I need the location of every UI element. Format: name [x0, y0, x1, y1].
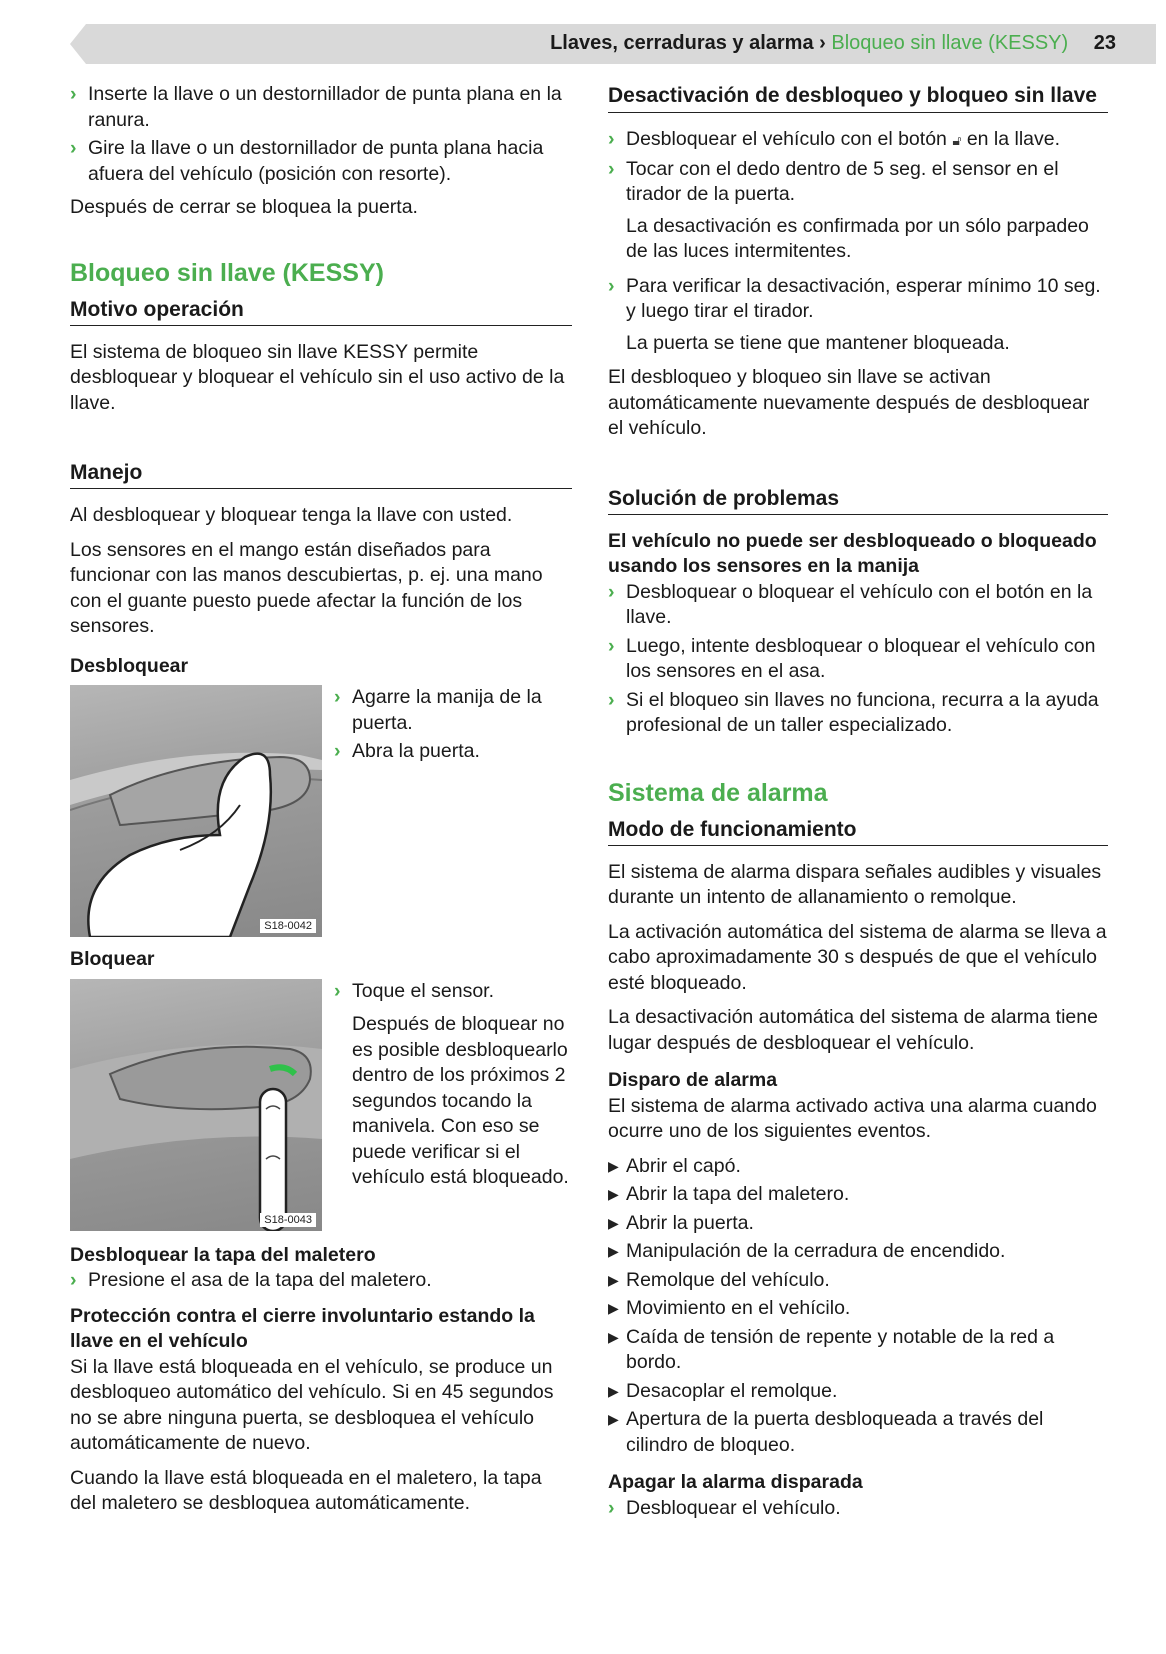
triangle-bullet-icon: ▶ — [608, 1382, 619, 1399]
deactivation-note-2: La puerta se tiene que mantener bloqueada. — [626, 331, 1010, 354]
modo-text-3: La desactivación automática del sistema de alarma tiene lugar después de desbloquear el vehículo. — [608, 1006, 1098, 1054]
heading-motivo: Motivo operación — [70, 298, 572, 326]
unlock-door-handle-illustration — [70, 685, 322, 937]
list-item: ▶ Caída de tensión de repente y notable de la red a bordo. — [608, 1325, 1055, 1373]
bullet-arrow-icon: › — [608, 580, 615, 603]
unlock-steps — [334, 685, 572, 937]
section-title-kessy: Bloqueo sin llave (KESSY) — [70, 258, 384, 287]
bullet-arrow-icon: › — [70, 83, 77, 105]
list-item: ▶ Abrir la tapa del maletero. — [608, 1182, 1108, 1208]
step-item: › Abra la puerta. — [334, 739, 572, 765]
alarm-events-list — [608, 1154, 1108, 1459]
step-item: › Gire la llave o un destornillador de punta plana hacia afuera del vehículo (posición con resorte). — [70, 137, 544, 185]
heading-protection: Protección contra el cierre involuntario estando la llave en el vehículo — [70, 1304, 535, 1352]
bullet-arrow-icon: › — [608, 128, 615, 150]
lock-door-handle-illustration — [70, 979, 322, 1231]
manejo-text-1: Al desbloquear y bloquear tenga la llave con usted. — [70, 504, 513, 526]
bullet-arrow-icon: › — [608, 1496, 615, 1519]
unlock-icon: 🔓︎ — [952, 132, 962, 148]
step-item: › Si el bloqueo sin llaves no funciona, recurra a la ayuda profesional de un taller especializado. — [608, 688, 1099, 736]
lock-note: Después de bloquear no es posible desbloquearlo dentro de los próximos 2 segundos tocando la manivela. Con eso se puede verificar si el vehículo está bloqueado. — [352, 1013, 569, 1188]
bullet-arrow-icon: › — [334, 740, 341, 762]
step-item: › Presione el asa de la tapa del maletero. — [70, 1268, 572, 1294]
triangle-bullet-icon: ▶ — [608, 1186, 619, 1202]
heading-modo: Modo de funcionamiento — [608, 818, 1108, 846]
triangle-bullet-icon: ▶ — [608, 1328, 619, 1345]
heading-bloquear: Bloquear — [70, 948, 155, 970]
heading-deactivation: Desactivación de desbloqueo y bloqueo sin llave — [608, 82, 1108, 113]
bullet-arrow-icon: › — [334, 979, 341, 1002]
hand-grip-icon — [70, 685, 322, 937]
protection-text-2: Cuando la llave está bloqueada en el maletero, la tapa del maletero se desbloquea automáticamente. — [70, 1466, 542, 1514]
step-item: › Luego, intente desbloquear o bloquear el vehículo con los sensores en el asa. — [608, 634, 1096, 682]
deactivation-note-1: La desactivación es confirmada por un sólo parpadeo de las luces intermitentes. — [626, 214, 1089, 262]
step-item: › Desbloquear el vehículo con el botón 🔓︎ en la llave. — [608, 127, 1108, 154]
list-item: ▶ Apertura de la puerta desbloqueada a través del cilindro de bloqueo. — [608, 1408, 1044, 1456]
triangle-bullet-icon: ▶ — [608, 1243, 619, 1259]
step-item: › Tocar con el dedo dentro de 5 seg. el sensor en el tirador de la puerta. — [608, 157, 1059, 205]
heading-desbloquear: Desbloquear — [70, 654, 189, 677]
bullet-arrow-icon: › — [608, 274, 615, 297]
figure-label: S18-0043 — [260, 1213, 316, 1227]
lock-steps — [334, 979, 572, 1231]
list-item: ▶ Desacoplar el remolque. — [608, 1379, 1108, 1405]
unlock-figure-block — [70, 685, 572, 937]
bullet-arrow-icon: › — [608, 634, 615, 657]
protection-text-1: Si la llave está bloqueada en el vehículo, se produce un desbloqueo automático del vehículo. Si en 45 segundos no se abre ninguna puerta, se desbloquea el vehículo automáticamente de nuevo. — [70, 1355, 554, 1454]
section-title-alarm: Sistema de alarma — [608, 778, 828, 807]
modo-text-1: El sistema de alarma dispara señales audibles y visuales durante un intento de allanamiento o remolque. — [608, 860, 1102, 908]
step-item: › Desbloquear el vehículo. — [608, 1496, 1108, 1522]
list-item: ▶ Abrir el capó. — [608, 1154, 1108, 1180]
finger-touch-sensor-icon — [70, 979, 322, 1231]
intro-note: Después de cerrar se bloquea la puerta. — [70, 196, 418, 218]
running-header — [550, 32, 1116, 55]
modo-text-2: La activación automática del sistema de alarma se lleva a cabo aproximadamente 30 s después de que el vehículo esté bloqueado. — [608, 920, 1107, 994]
manejo-text-2: Los sensores en el mango están diseñados para funcionar con las manos descubiertas, p. ej. una mano con el guante puesto puede afectar la función de los sensores. — [70, 538, 543, 637]
bullet-arrow-icon: › — [608, 688, 615, 711]
figure-label: S18-0042 — [260, 919, 316, 933]
step-item: › Toque el sensor. — [334, 979, 572, 1005]
bullet-arrow-icon: › — [334, 686, 341, 708]
header-section[interactable]: Bloqueo sin llave (KESSY) — [831, 32, 1069, 54]
heading-manejo: Manejo — [70, 461, 572, 489]
triangle-bullet-icon: ▶ — [608, 1411, 619, 1427]
triangle-bullet-icon: ▶ — [608, 1214, 619, 1231]
list-item: ▶ Movimiento en el vehícilo. — [608, 1296, 1108, 1322]
step-item: › Inserte la llave o un destornillador de punta plana en la ranura. — [70, 83, 562, 131]
triangle-bullet-icon: ▶ — [608, 1157, 619, 1174]
header-separator: › — [819, 32, 826, 54]
bullet-arrow-icon: › — [70, 137, 77, 159]
motivo-text: El sistema de bloqueo sin llave KESSY permite desbloquear y bloquear el vehículo sin el uso activo de la llave. — [70, 340, 565, 414]
heading-disparo: Disparo de alarma — [608, 1069, 778, 1091]
header-chapter: Llaves, cerraduras y alarma — [550, 32, 814, 54]
bullet-arrow-icon: › — [608, 157, 615, 180]
disparo-text: El sistema de alarma activado activa una alarma cuando ocurre uno de los siguientes eventos. — [608, 1094, 1097, 1142]
list-item: ▶ Remolque del vehículo. — [608, 1268, 1108, 1294]
page-number: 23 — [1093, 32, 1116, 54]
deactivation-text: El desbloqueo y bloqueo sin llave se activan automáticamente nuevamente después de desbloquear el vehículo. — [608, 366, 1090, 439]
list-item: ▶ Manipulación de la cerradura de encendido. — [608, 1239, 1108, 1265]
step-item: › Agarre la manija de la puerta. — [334, 686, 542, 734]
step-item: › Para verificar la desactivación, esperar mínimo 10 seg. y luego tirar el tirador. — [608, 274, 1101, 322]
left-column — [70, 82, 572, 1526]
triangle-bullet-icon: ▶ — [608, 1300, 619, 1316]
step-item: › Desbloquear o bloquear el vehículo con el botón en la llave. — [608, 580, 1093, 628]
bullet-arrow-icon: › — [70, 1269, 77, 1291]
right-column — [608, 82, 1108, 1524]
trouble-subheading: El vehículo no puede ser desbloqueado o bloqueado usando los sensores en la manija — [608, 529, 1097, 577]
lock-figure-block — [70, 979, 572, 1231]
heading-trunk: Desbloquear la tapa del maletero — [70, 1243, 376, 1266]
heading-apagar: Apagar la alarma disparada — [608, 1471, 863, 1493]
heading-troubleshooting: Solución de problemas — [608, 487, 1108, 515]
triangle-bullet-icon: ▶ — [608, 1271, 619, 1288]
list-item: ▶ Abrir la puerta. — [608, 1211, 1108, 1237]
